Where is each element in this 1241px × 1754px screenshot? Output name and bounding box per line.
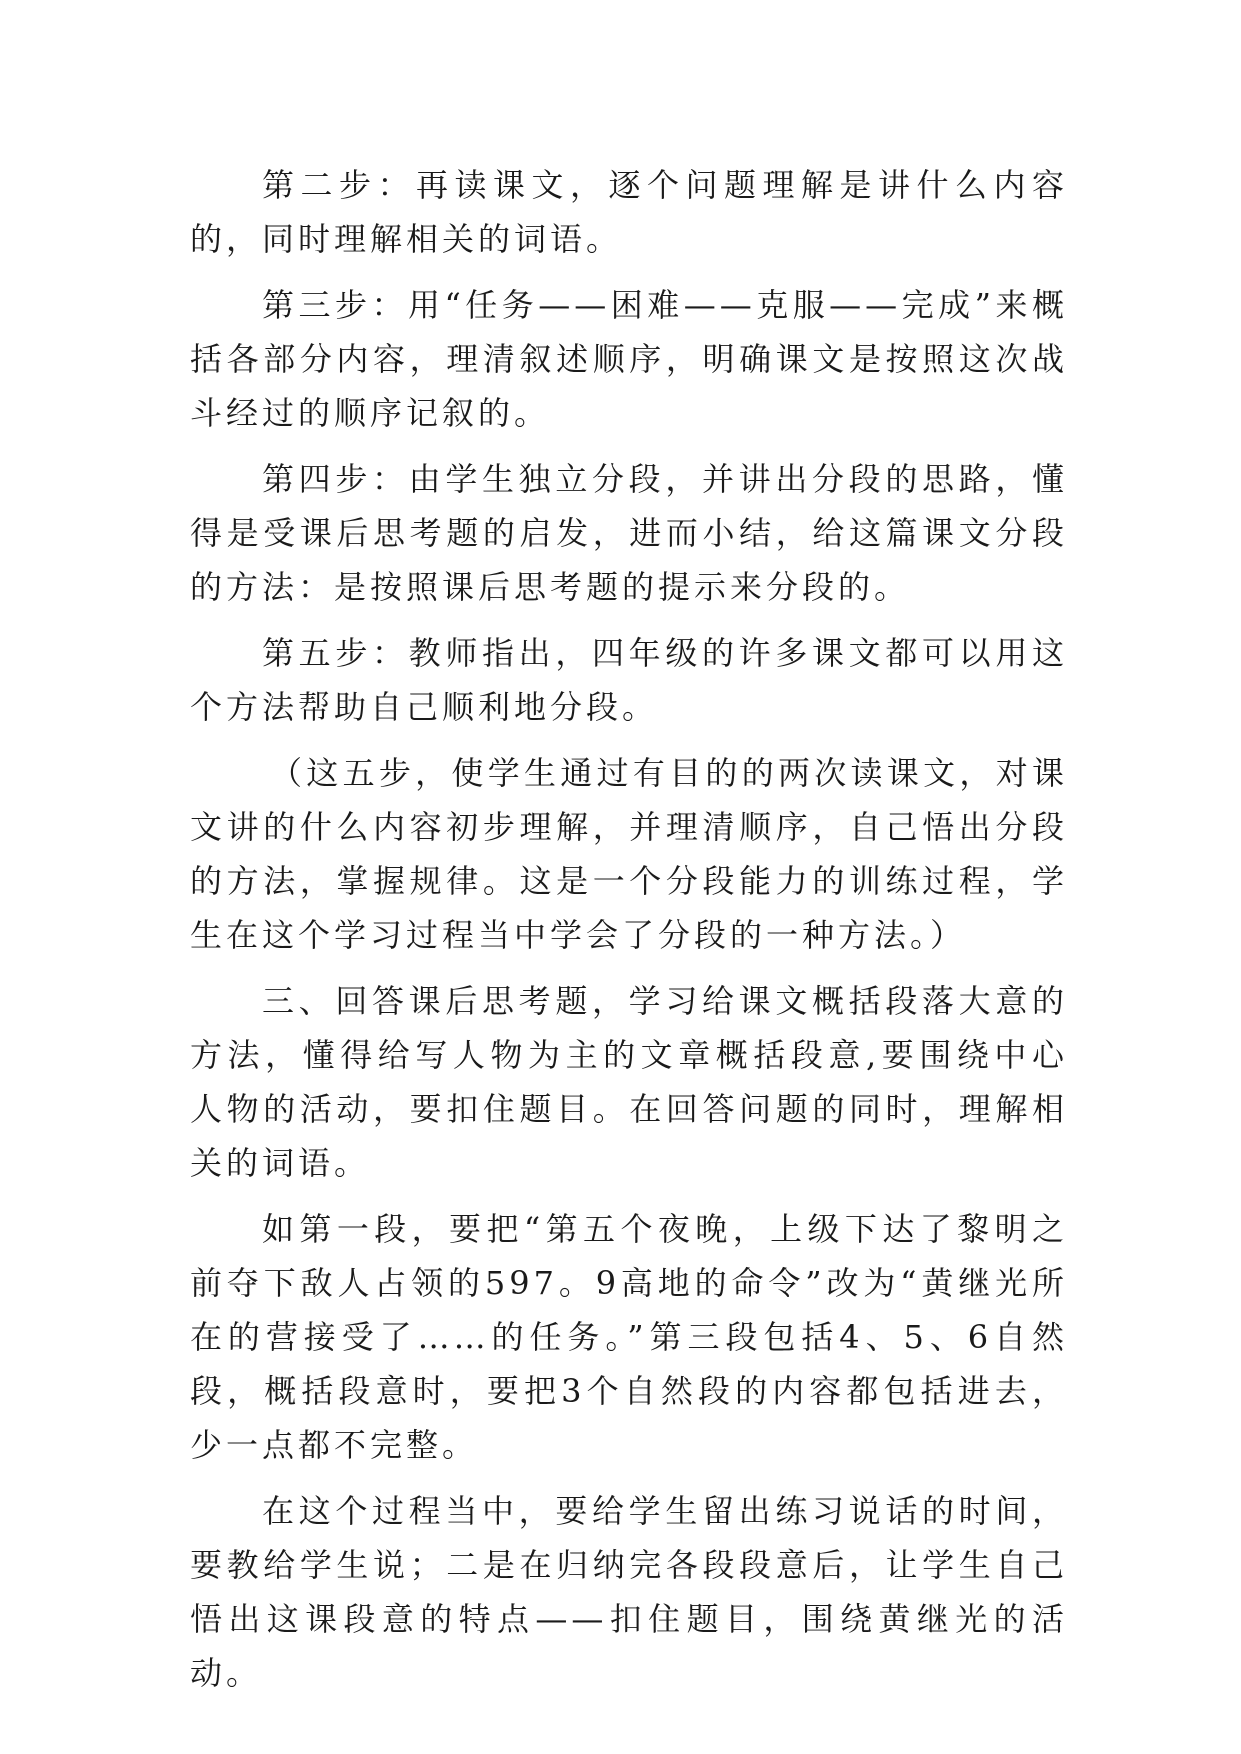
paragraph-step-five: 第五步：教师指出，四年级的许多课文都可以用这个方法帮助自己顺利地分段。: [190, 634, 1068, 726]
paragraph-step-four: 第四步：由学生独立分段，并讲出分段的思路，懂得是受课后思考题的启发，进而小结，给这篇课文分段的方法：是按照课后思考题的提示来分段的。: [190, 460, 1068, 606]
paragraph-process: 在这个过程当中，要给学生留出练习说话的时间，要教给学生说；二是在归纳完各段段意后，让学生自己悟出这课段意的特点——扣住题目，围绕黄继光的活动。: [190, 1492, 1068, 1692]
paragraph-summary-note: （这五步，使学生通过有目的的两次读课文，对课文讲的什么内容初步理解，并理清顺序，自己悟出分段的方法，掌握规律。这是一个分段能力的训练过程，学生在这个学习过程当中学会了分段的一种方法。）: [190, 754, 1068, 954]
paragraph-step-three: 第三步：用“任务——困难——克服——完成”来概括各部分内容，理清叙述顺序，明确课文是按照这次战斗经过的顺序记叙的。: [190, 286, 1068, 432]
document-body: [190, 158, 1068, 1712]
paragraph-example: 如第一段，要把“第五个夜晚，上级下达了黎明之前夺下敌人占领的597。9高地的命令”改为“黄继光所在的营接受了……的任务。”第三段包括4、5、6自然段，概括段意时，要把3个自然段的内容都包括进去，少一点都不完整。: [190, 1210, 1068, 1464]
paragraph-step-two: 第二步：再读课文，逐个问题理解是讲什么内容的，同时理解相关的词语。: [190, 166, 1068, 258]
paragraph-section-three: 三、回答课后思考题，学习给课文概括段落大意的方法，懂得给写人物为主的文章概括段意,要围绕中心人物的活动，要扣住题目。在回答问题的同时，理解相关的词语。: [190, 982, 1068, 1182]
